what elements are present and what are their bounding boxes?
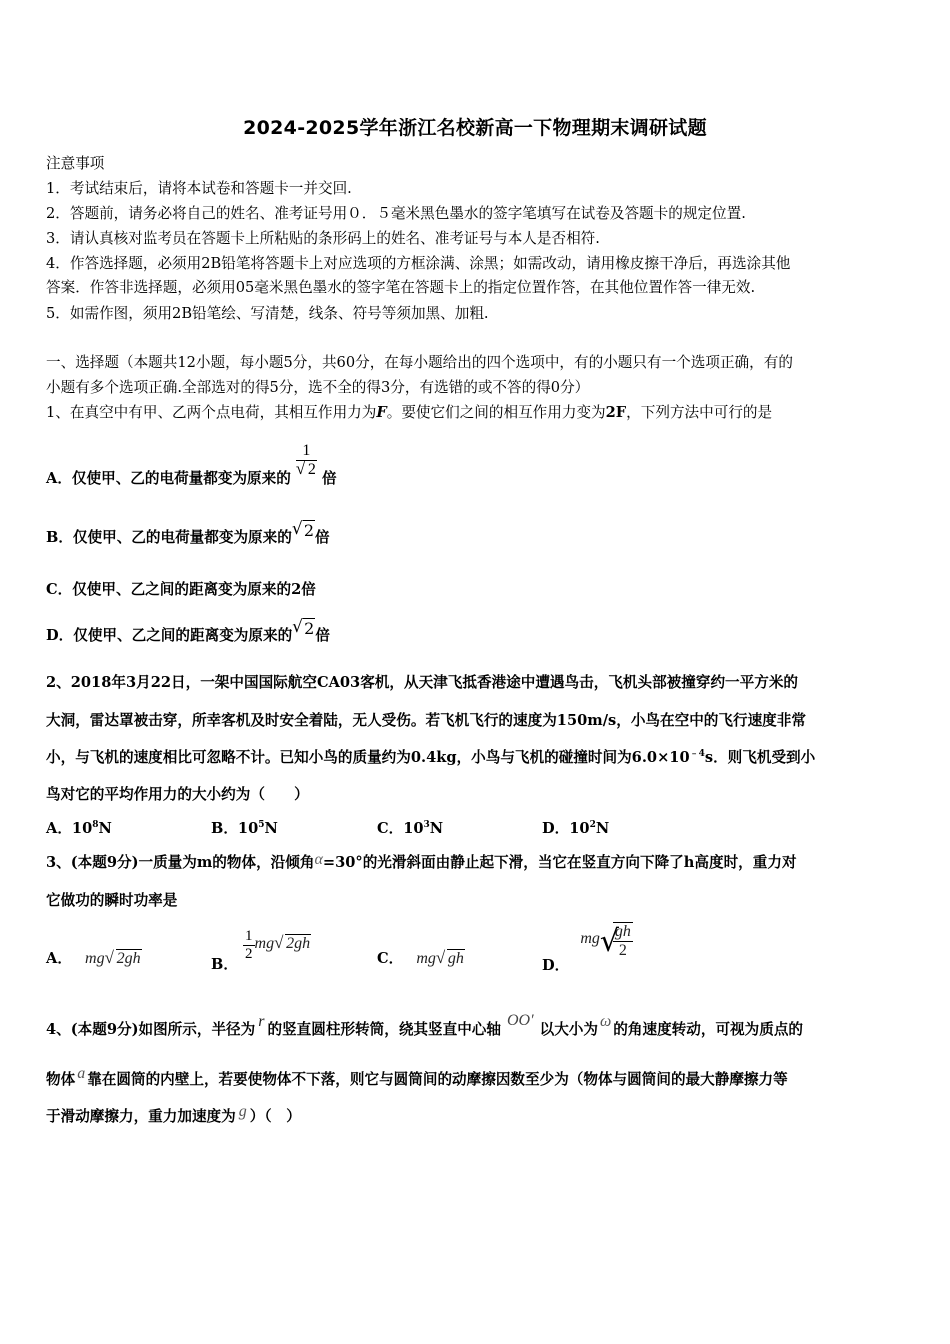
section-heading: 一、选择题（本题共12小题，每小题5分，共60分，在每小题给出的四个选项中，有的小题只有一个选项正确，有的: [46, 354, 793, 371]
notice-item-3: 3．请认真核对监考员在答题卡上所粘贴的条形码上的姓名、准考证号与本人是否相符.: [46, 230, 600, 247]
q3-stem-line2: 它做功的瞬时功率是: [46, 892, 178, 909]
q3-option-a: A． mg √ 2gh: [46, 948, 141, 967]
q2-stem-line4: 鸟对它的平均作用力的大小约为（ ）: [46, 786, 309, 803]
q1-option-c: C．仅使甲、乙之间的距离变为原来的2倍: [46, 581, 316, 598]
q2-option-c: C．$10^3N$: [377, 820, 444, 837]
fraction: $\frac{1}{2}$: [245, 928, 253, 962]
sqrt-symbol: √ $\frac{gh}{2}$: [599, 923, 631, 959]
sqrt-symbol: √ 2: [291, 519, 315, 540]
notice-item-1: 1．考试结束后，请将本试卷和答题卡一并交回.: [46, 180, 352, 197]
sqrt-symbol: √ gh: [435, 948, 464, 967]
notice-item-2: 2．答题前，请务必将自己的姓名、准考证号用０．５毫米黑色墨水的签字笔填写在试卷及答题卡的规定位置.: [46, 205, 746, 222]
notice-item-4: 4．作答选择题，必须用2B铅笔将答题卡上对应选项的方框涂满、涂黑；如需改动，请用橡皮擦干净后，再选涂其他: [46, 255, 791, 272]
q3-option-b: B． $\frac{1}{2}$ mg √ 2gh: [211, 928, 311, 973]
q3-stem-line1: 3、(本题9分)一质量为m的物体，沿倾角α=30°的光滑斜面由静止起下滑，当它在竖直方向下降了h高度时，重力对: [46, 851, 797, 871]
q1-stem: 1、在真空中有甲、乙两个点电荷，其相互作用力为F。要使它们之间的相互作用力变为2F，下列方法中可行的是: [46, 404, 773, 421]
sqrt-symbol: √ 2: [295, 459, 316, 478]
q1-option-d: D．仅使甲、乙之间的距离变为原来的 √ 2倍: [46, 617, 330, 644]
fraction: $\frac{gh}{2}$: [614, 923, 631, 959]
q2-option-d: D．$10^2N$: [542, 820, 610, 837]
exam-title: 2024-2025学年浙江名校新高一下物理期末调研试题: [243, 117, 707, 139]
notice-heading: 注意事项: [46, 155, 105, 172]
q4-stem-line3: 于滑动摩擦力，重力加速度为 g ）（ ）: [46, 1103, 301, 1125]
q1-option-a: A．仅使甲、乙的电荷量都变为原来的 1 √ 2 倍: [46, 442, 337, 487]
q2-stem-line1: 2、2018年3月22日，一架中国国际航空CA03客机，从天津飞抵香港途中遭遇鸟击，飞机头部被撞穿约一平方米的: [46, 674, 799, 691]
q2-stem-line3: 小，与飞机的速度相比可忽略不计。已知小鸟的质量约为0.4kg，小鸟与飞机的碰撞时间为$6.0\times 10^{﹣4}s$．则飞机受到小: [46, 749, 816, 766]
section-heading-cont: 小题有多个选项正确.全部选对的得5分，选不全的得3分，有选错的或不答的得0分）: [46, 379, 590, 396]
q2-option-a: A．$10^8N$: [46, 820, 112, 837]
sqrt-symbol: √ 2: [292, 617, 315, 638]
q2-option-b: B．$10^5N$: [211, 820, 278, 837]
q3-option-c: C． mg √ gh: [377, 948, 464, 967]
q4-stem-line1: 4、(本题9分)如图所示，半径为 r 的竖直圆柱形转筒，绕其竖直中心轴OO′以大小为 ω 的角速度转动，可视为质点的: [46, 1012, 804, 1038]
q2-stem-line2: 大洞，雷达罩被击穿，所幸客机及时安全着陆，无人受伤。若飞机飞行的速度为150m/s，小鸟在空中的飞行速度非常: [46, 712, 806, 729]
sqrt-symbol: √ 2gh: [274, 932, 311, 952]
q4-stem-line2: 物体 a 靠在圆筒的内壁上，若要使物体不下落，则它与圆筒间的动摩擦因数至少为（物体与圆筒间的最大静摩擦力等: [46, 1065, 788, 1088]
q3-option-d: D． mg √ $\frac{gh}{2}$: [542, 923, 631, 974]
notice-item-5: 5．如需作图，须用2B铅笔绘、写清楚，线条、符号等须加黑、加粗.: [46, 305, 489, 322]
fraction: 1 √ 2: [295, 442, 316, 478]
q1-option-b: B．仅使甲、乙的电荷量都变为原来的 √ 2倍: [46, 519, 330, 546]
notice-item-4-cont: 答案．作答非选择题，必须用05毫米黑色墨水的签字笔在答题卡上的指定位置作答，在其他位置作答一律无效.: [46, 279, 756, 296]
sqrt-symbol: √ 2gh: [104, 948, 141, 967]
